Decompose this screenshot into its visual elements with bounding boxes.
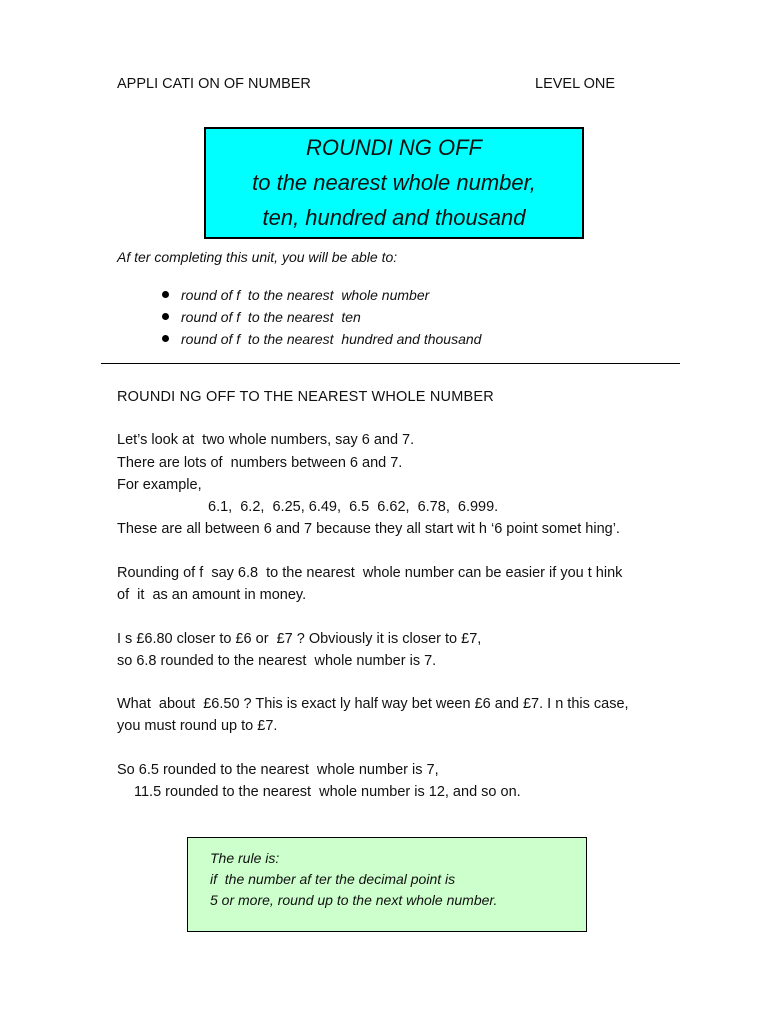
list-item: round of f to the nearest hundred and thousand	[160, 329, 481, 351]
rule-line-1: The rule is:	[210, 850, 280, 866]
p1-line-5: These are all between 6 and 7 because they all start wit h ‘6 point somet hing’.	[117, 521, 620, 537]
p4-line-2: you must round up to £7.	[117, 718, 278, 734]
p3-line-2: so 6.8 rounded to the nearest whole number is 7.	[117, 653, 437, 669]
p3-line-1: I s £6.80 closer to £6 or £7 ? Obviously it is closer to £7,	[117, 631, 482, 647]
divider	[101, 363, 680, 364]
objectives-list	[160, 285, 481, 351]
p1-line-2: There are lots of numbers between 6 and 7.	[117, 455, 403, 471]
header-level: LEVEL ONE	[535, 76, 616, 92]
p5-line-1: So 6.5 rounded to the nearest whole number is 7,	[117, 762, 439, 778]
p2-line-2: of it as an amount in money.	[117, 587, 307, 603]
title-line-3: ten, hundred and thousand	[262, 205, 526, 230]
title-line-1: ROUNDI NG OFF	[306, 135, 482, 160]
list-item: round of f to the nearest whole number	[160, 285, 481, 307]
p1-line-1: Let’s look at two whole numbers, say 6 and 7.	[117, 432, 415, 448]
p1-examples: 6.1, 6.2, 6.25, 6.49, 6.5 6.62, 6.78, 6.999.	[208, 499, 499, 515]
title-box	[204, 127, 584, 239]
header-subject: APPLI CATI ON OF NUMBER	[117, 76, 311, 92]
section-heading: ROUNDI NG OFF TO THE NEAREST WHOLE NUMBER	[117, 389, 494, 405]
bullet-icon	[162, 313, 169, 320]
p1-line-3: For example,	[117, 477, 202, 493]
intro-text: Af ter completing this unit, you will be able to:	[117, 249, 398, 265]
rule-line-2: if the number af ter the decimal point is	[210, 871, 456, 887]
bullet-icon	[162, 291, 169, 298]
rule-box	[187, 837, 587, 932]
p2-line-1: Rounding of f say 6.8 to the nearest whole number can be easier if you t hink	[117, 565, 623, 581]
rule-line-3: 5 or more, round up to the next whole number.	[210, 892, 498, 908]
list-item: round of f to the nearest ten	[160, 307, 481, 329]
p4-line-1: What about £6.50 ? This is exact ly half way bet ween £6 and £7. I n this case,	[117, 696, 629, 712]
title-line-2: to the nearest whole number,	[252, 170, 536, 195]
p5-line-2: 11.5 rounded to the nearest whole number is 12, and so on.	[134, 784, 521, 800]
bullet-icon	[162, 335, 169, 342]
